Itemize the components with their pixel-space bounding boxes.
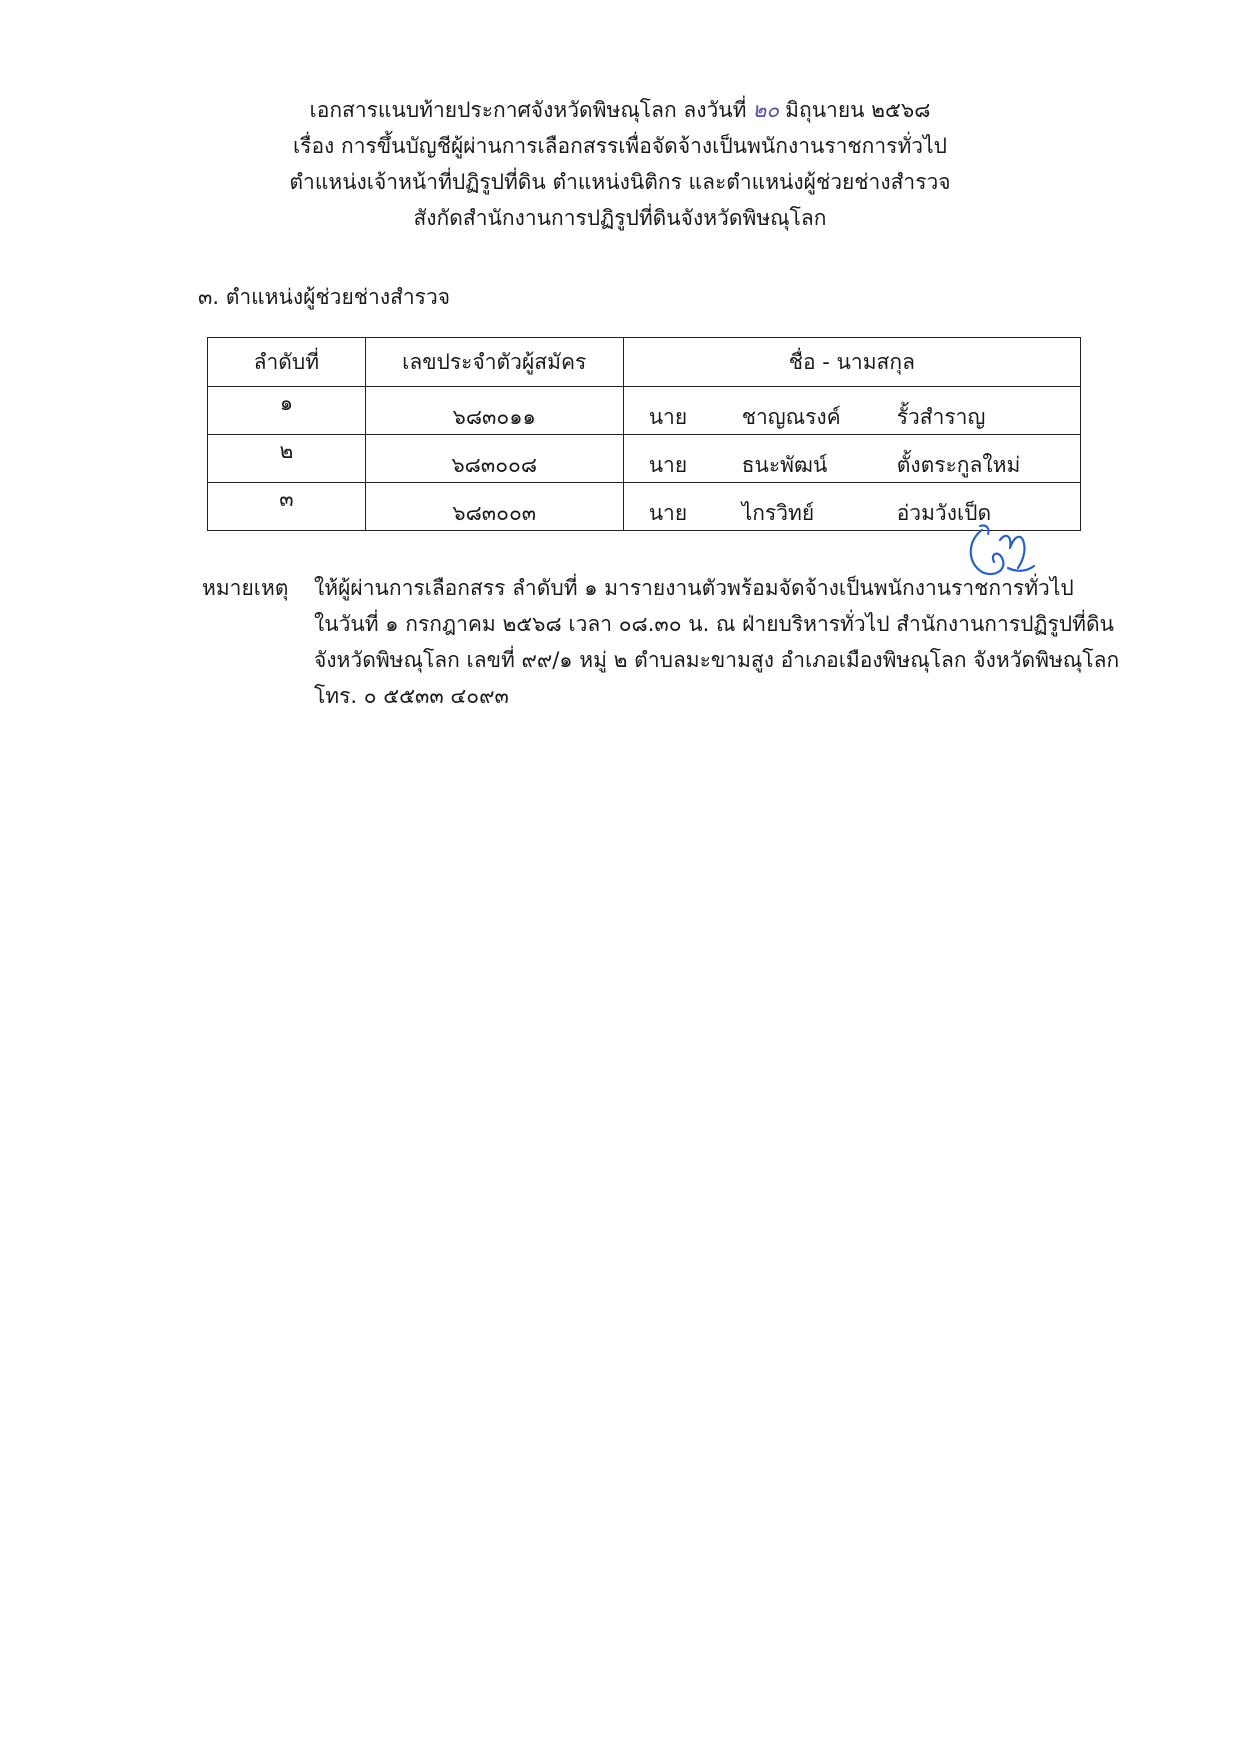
row-order: ๓ <box>208 483 366 531</box>
header-office-line: สังกัดสำนักงานการปฏิรูปที่ดินจังหวัดพิษณุโลก <box>413 206 827 230</box>
header-line-1 <box>0 92 1240 128</box>
results-table <box>207 337 1081 531</box>
header-date-suffix: มิถุนายน ๒๕๖๘ <box>785 98 931 122</box>
name-title: นาย <box>648 453 688 477</box>
name-title: นาย <box>648 405 688 429</box>
table-header-row <box>208 338 1081 387</box>
header-name: ชื่อ - นามสกุล <box>623 338 1080 387</box>
note-line: ให้ผู้ผ่านการเลือกสรร ลำดับที่ ๑ มารายงานตัวพร้อมจัดจ้างเป็นพนักงานราชการทั่วไป <box>314 576 1074 600</box>
document-header <box>0 92 1240 236</box>
note-line: โทร. ๐ ๕๕๓๓ ๔๐๙๓ <box>314 684 509 708</box>
table-row <box>208 483 1081 531</box>
table-row <box>208 387 1081 435</box>
last-name: อ่วมวังเป็ด <box>896 501 992 525</box>
name-title: นาย <box>648 501 688 525</box>
handwritten-date: ๒๐ <box>752 98 780 122</box>
note-text <box>314 570 1122 714</box>
row-applicant-id: ๖๘๓๐๐๘ <box>365 435 623 483</box>
header-order: ลำดับที่ <box>208 338 366 387</box>
row-applicant-id: ๖๘๓๐๐๓ <box>365 483 623 531</box>
header-date-prefix: เอกสารแนบท้ายประกาศจังหวัดพิษณุโลก ลงวันที่ <box>309 98 747 122</box>
row-name <box>623 435 1080 483</box>
note-line: จังหวัดพิษณุโลก เลขที่ ๙๙/๑ หมู่ ๒ ตำบลมะขามสูง อำเภอเมืองพิษณุโลก จังหวัดพิษณุโลก <box>314 648 1120 672</box>
header-subject-line: เรื่อง การขึ้นบัญชีผู้ผ่านการเลือกสรรเพื่อจัดจ้างเป็นพนักงานราชการทั่วไป <box>292 134 947 158</box>
note-label: หมายเหตุ <box>202 576 289 600</box>
row-applicant-id: ๖๘๓๐๑๑ <box>365 387 623 435</box>
first-name: ชาญณรงค์ <box>741 405 841 429</box>
first-name: ไกรวิทย์ <box>741 501 815 525</box>
row-order: ๑ <box>208 387 366 435</box>
last-name: รั้วสำราญ <box>896 405 986 429</box>
last-name: ตั้งตระกูลใหม่ <box>896 453 1021 477</box>
row-order: ๒ <box>208 435 366 483</box>
row-name <box>623 387 1080 435</box>
table-row <box>208 435 1081 483</box>
note-line: ในวันที่ ๑ กรกฎาคม ๒๕๖๘ เวลา ๐๘.๓๐ น. ณ ฝ่ายบริหารทั่วไป สำนักงานการปฏิรูปที่ดิน <box>314 612 1114 636</box>
section-heading: ๓. ตำแหน่งผู้ช่วยช่างสำรวจ <box>198 285 451 309</box>
first-name: ธนะพัฒน์ <box>741 453 828 477</box>
header-applicant-id: เลขประจำตัวผู้สมัคร <box>365 338 623 387</box>
header-positions-line: ตำแหน่งเจ้าหน้าที่ปฏิรูปที่ดิน ตำแหน่งนิติกร และตำแหน่งผู้ช่วยช่างสำรวจ <box>289 170 951 194</box>
